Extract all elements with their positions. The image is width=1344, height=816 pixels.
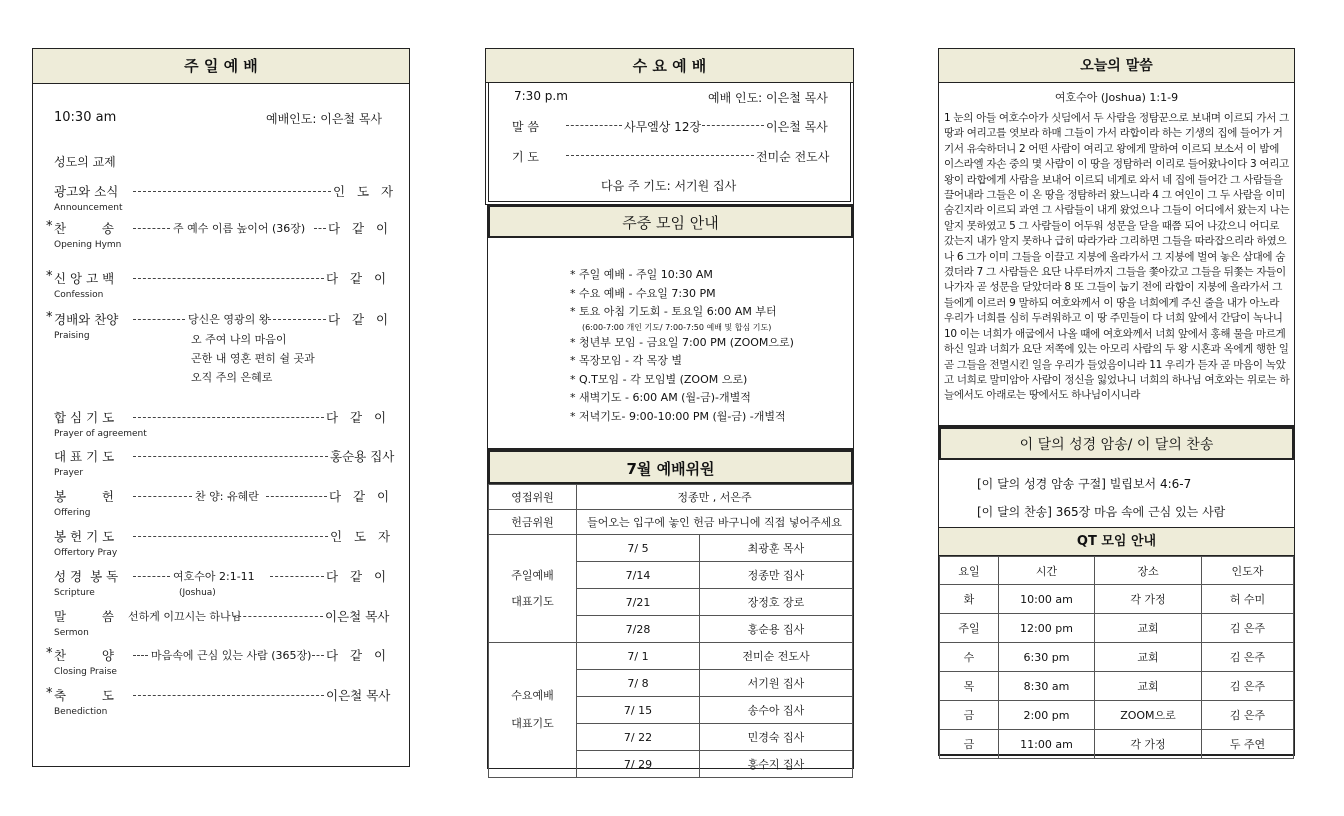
greeter-label: 영접위원 xyxy=(489,485,577,510)
order-item-leader: 홍순용 집사 xyxy=(330,449,395,464)
weekly-meetings-panel xyxy=(487,204,854,449)
order-item-label: 합 심 기 도 xyxy=(54,410,115,425)
servers-panel xyxy=(487,449,854,769)
qt-cell: 김 은주 xyxy=(1202,701,1294,730)
sunday-time: 10:30 am xyxy=(54,110,117,125)
sunday-leader: 예배인도: 이은철 목사 xyxy=(266,112,383,126)
praise-line: 오 주여 나의 마음이 xyxy=(191,333,287,346)
wednesday-service-panel xyxy=(485,48,854,205)
qt-header-time: 시간 xyxy=(999,557,1095,585)
order-item-label: 봉 헌 기 도 xyxy=(54,529,115,544)
qt-cell: 두 주연 xyxy=(1202,730,1294,759)
order-item-sub: Opening Hymn xyxy=(54,240,122,250)
wed-date: 7/ 29 xyxy=(577,751,700,778)
wed-date: 7/ 1 xyxy=(577,643,700,670)
order-item-leader: 다 같 이 xyxy=(326,271,387,286)
bullet-icon: * xyxy=(570,286,579,300)
qt-header-place: 장소 xyxy=(1095,557,1202,585)
order-item-detail: 찬 양: 유혜란 xyxy=(195,490,259,503)
order-item-label: 경배와 찬양 xyxy=(54,312,119,327)
praise-line: 오직 주의 은혜로 xyxy=(191,371,273,384)
sun-name: 최광훈 목사 xyxy=(700,535,853,562)
order-item-detail: 당신은 영광의 왕 xyxy=(188,313,270,326)
order-item-sub: Prayer of agreement xyxy=(54,429,147,439)
order-item-sub: Closing Praise xyxy=(54,667,117,677)
wed-name: 민경숙 집사 xyxy=(700,724,853,751)
order-item-leader: 인 도 자 xyxy=(330,529,391,544)
star-marker: * xyxy=(46,686,53,701)
qt-title: QT 모임 안내 xyxy=(939,528,1294,556)
weekly-meetings-title: 주중 모임 안내 xyxy=(488,205,853,238)
order-item-leader: 다 같 이 xyxy=(329,489,390,504)
sun-date: 7/21 xyxy=(577,589,700,616)
order-item-leader: 다 같 이 xyxy=(326,569,387,584)
qt-cell: 각 가정 xyxy=(1095,585,1202,614)
offering-label: 헌금위원 xyxy=(489,510,577,535)
meeting-item xyxy=(570,352,794,371)
qt-cell: 목 xyxy=(940,672,999,701)
bullet-icon: * xyxy=(570,335,579,349)
qt-cell: 6:30 pm xyxy=(999,643,1095,672)
qt-cell: 김 은주 xyxy=(1202,672,1294,701)
star-marker: * xyxy=(46,310,53,325)
meeting-item xyxy=(570,389,794,408)
memory-panel xyxy=(938,426,1295,528)
wed-name: 송수아 집사 xyxy=(700,697,853,724)
fellowship-heading: 성도의 교제 xyxy=(54,155,116,169)
scripture-sub-joshua: (Joshua) xyxy=(179,588,216,598)
qt-header-day: 요일 xyxy=(940,557,999,585)
qt-cell: 김 은주 xyxy=(1202,643,1294,672)
wed-word-label: 말 씀 xyxy=(512,120,539,134)
order-item-leader: 다 같 이 xyxy=(326,410,387,425)
wed-date: 7/ 15 xyxy=(577,697,700,724)
meeting-item xyxy=(570,266,794,285)
memory-title: 이 달의 성경 암송/ 이 달의 찬송 xyxy=(939,427,1294,460)
order-item-sub: Announcement xyxy=(54,203,123,213)
qt-cell: 수 xyxy=(940,643,999,672)
wed-prayer-label: 기 도 xyxy=(512,150,539,164)
sunday-prayer-label-2: 대표기도 xyxy=(511,594,554,608)
wed-time: 7:30 p.m xyxy=(514,89,568,103)
memory-verse: [이 달의 성경 암송 구절] 빌립보서 4:6-7 xyxy=(977,477,1192,491)
meetings-list xyxy=(570,266,794,426)
qt-cell: 화 xyxy=(940,585,999,614)
meeting-text: 목장모임 - 각 목장 별 xyxy=(579,354,682,367)
order-item-detail: 선하게 이끄시는 하나님 xyxy=(128,610,242,623)
order-item-label: 축 도 xyxy=(54,688,114,703)
table-row xyxy=(940,672,1294,701)
meeting-text: 주일 예배 - 주일 10:30 AM xyxy=(579,268,713,281)
servers-table xyxy=(488,484,853,778)
meeting-item xyxy=(570,371,794,390)
wed-name: 전미순 전도사 xyxy=(700,643,853,670)
memory-hymn: [이 달의 찬송] 365장 마음 속에 근심 있는 사람 xyxy=(977,505,1226,519)
order-item-label: 광고와 소식 xyxy=(54,184,119,199)
bullet-icon: * xyxy=(570,268,579,281)
sun-date: 7/28 xyxy=(577,616,700,643)
qt-cell: 주일 xyxy=(940,614,999,643)
order-item-sub: Confession xyxy=(54,290,104,300)
wed-name: 서기원 집사 xyxy=(700,670,853,697)
qt-cell: 교회 xyxy=(1095,643,1202,672)
wed-name: 홍수지 집사 xyxy=(700,751,853,778)
wed-prayer-label-1: 수요예배 xyxy=(511,689,554,702)
star-marker: * xyxy=(46,219,53,234)
order-item-detail: 주 예수 이름 높이어 (36장) xyxy=(173,222,306,235)
order-item-sub: Offering xyxy=(54,508,91,518)
sunday-service-title: 주 일 예 배 xyxy=(33,49,409,84)
wed-word-right: 이은철 목사 xyxy=(766,120,828,134)
table-row xyxy=(940,614,1294,643)
bullet-icon: * xyxy=(570,305,579,318)
servers-title: 7월 예배위원 xyxy=(488,450,853,484)
today-word-panel xyxy=(938,48,1295,426)
meeting-text: 수요 예배 - 수요일 7:30 PM xyxy=(579,286,716,300)
order-item-leader: 이은철 목사 xyxy=(326,688,391,703)
star-marker: * xyxy=(46,646,53,661)
wednesday-service-title: 수 요 예 배 xyxy=(486,49,853,83)
qt-cell: 10:00 am xyxy=(999,585,1095,614)
greeter-value: 정종만 , 서은주 xyxy=(577,485,853,510)
meeting-text: 저녁기도- 9:00-10:00 PM (월-금) -개별적 xyxy=(579,409,786,423)
meeting-note: (6:00-7:00 개인 기도/ 7:00-7:50 예배 및 합심 기도) xyxy=(582,322,772,332)
meeting-text: Q.T모임 - 각 모임별 (ZOOM 으로) xyxy=(579,372,748,386)
order-item-label: 말 씀 xyxy=(54,609,114,624)
qt-cell: 교회 xyxy=(1095,614,1202,643)
order-item-detail: 여호수아 2:1-11 xyxy=(173,570,255,583)
qt-cell: 8:30 am xyxy=(999,672,1095,701)
order-item-sub: Offertory Pray xyxy=(54,548,118,558)
wed-prayer-right: 전미순 전도사 xyxy=(756,150,830,164)
table-row xyxy=(940,730,1294,759)
qt-cell: 각 가정 xyxy=(1095,730,1202,759)
sunday-prayer-label-1: 주일예배 xyxy=(511,568,554,582)
sun-date: 7/ 5 xyxy=(577,535,700,562)
wed-date: 7/ 22 xyxy=(577,724,700,751)
wed-prayer-table-label xyxy=(489,643,577,778)
passage-text: 1 눈의 아들 여호수아가 싯딤에서 두 사람을 정탐꾼으로 보내며 이르되 가서 그 땅과 여리고를 엿보라 하매 그들이 가서 라합이라 하는 기생의 집에 들어가 거기서 유숙하더니 2 어떤 사람이 여리고 왕에게 말하여 이르되 보소서 이 밤에 이스라엘 자손 중의 몇 사람이 이 땅을 정탐하러 이리로 들어왔나이다 3 여리고 왕이 라합에게 사람을 보내어 이르되 네게로 와서 네 집에 들어간 그 사람들을 끌어내라 그들은 이 온 땅을 정탐하러 왔느니라 4 그 여인이 그 두 사람을 이미 숨긴지라 이르되 과연 그 사람들이 내게 왔었으나 그들이 어디에서 왔는지 나는 알지 못하였고 5 그 사람들이 어두워 성문을 닫을 때쯤 되어 나갔으니 어디로 갔는지 내가 알지 못하나 급히 따라가라 그리하면 그들을 따라잡으리라 하였으나 6 그가 이미 그들을 이끌고 지붕에 올라가서 그 지붕에 벌여 놓은 삼대에 숨겼더라 7 그 사람들은 요단 나루터까지 그들을 쫓아갔고 그들을 뒤쫓는 자들이 나가자 곧 성문을 닫았더라 8 또 그들이 눕기 전에 라합이 지붕에 올라가서 그들에게 이르러 9 말하되 여호와께서 이 땅을 너희에게 주신 줄을 내가 아노라 우리가 너희를 심히 두려워하고 이 땅 주민들이 다 너희 앞에서 간담이 녹나니 10 이는 너희가 애굽에서 나올 때에 여호와께서 너희 앞에서 홍해 물을 마르게 하신 일과 너희가 요단 저쪽에 있는 아모리 사람의 두 왕 시혼과 옥에게 행한 일 곧 그들을 전멸시킨 일을 우리가 들었음이니라 11 우리가 듣자 곧 마음이 녹았고 너희로 말미암아 사람이 정신을 잃었나니 너희의 하나님 여호와는 위로는 하늘에서도 아래로는 땅에서도 하나님이시니라 xyxy=(944,112,1290,402)
bullet-icon: * xyxy=(570,354,579,367)
order-item-detail: 마음속에 근심 있는 사람 (365장) xyxy=(151,649,312,662)
meeting-text: 새벽기도 - 6:00 AM (월-금)-개별적 xyxy=(579,391,751,404)
qt-cell: 교회 xyxy=(1095,672,1202,701)
order-item-leader: 이은철 목사 xyxy=(325,609,390,624)
qt-cell: 12:00 pm xyxy=(999,614,1095,643)
qt-cell: 2:00 pm xyxy=(999,701,1095,730)
order-item-label: 찬 송 xyxy=(54,221,114,236)
meeting-text: 토요 아침 기도회 - 토요일 6:00 AM 부터 xyxy=(579,305,777,318)
meeting-item xyxy=(570,334,794,353)
order-item-leader: 다 같 이 xyxy=(328,221,389,236)
qt-cell: 11:00 am xyxy=(999,730,1095,759)
wed-leader: 예배 인도: 이은철 목사 xyxy=(708,91,828,105)
order-item-sub: Benediction xyxy=(54,707,108,717)
qt-cell: 금 xyxy=(940,701,999,730)
order-item-label: 신 앙 고 백 xyxy=(54,271,115,286)
table-row xyxy=(940,585,1294,614)
sunday-service-panel xyxy=(32,48,410,767)
sun-name: 정종만 집사 xyxy=(700,562,853,589)
order-item-leader: 다 같 이 xyxy=(326,648,387,663)
qt-panel xyxy=(938,527,1295,756)
bullet-icon: * xyxy=(570,409,579,423)
qt-cell: 금 xyxy=(940,730,999,759)
wed-prayer-label-2: 대표기도 xyxy=(511,717,554,730)
bullet-icon: * xyxy=(570,391,579,404)
wed-date: 7/ 8 xyxy=(577,670,700,697)
table-row xyxy=(940,643,1294,672)
next-prayer: 다음 주 기도: 서기원 집사 xyxy=(601,179,737,193)
praise-line: 곤한 내 영혼 편히 쉴 곳과 xyxy=(191,352,315,365)
order-item-sub: Scripture xyxy=(54,588,95,598)
meeting-item xyxy=(570,285,794,304)
order-item-leader: 인 도 자 xyxy=(333,184,394,199)
order-item-label: 봉 헌 xyxy=(54,489,114,504)
meeting-text: 청년부 모임 - 금요일 7:00 PM (ZOOM으로) xyxy=(579,335,794,349)
sun-name: 장정호 장로 xyxy=(700,589,853,616)
wed-word-middle: 사무엘상 12장 xyxy=(624,120,702,134)
qt-cell: ZOOM으로 xyxy=(1095,701,1202,730)
sun-name: 홍순용 집사 xyxy=(700,616,853,643)
qt-header-leader: 인도자 xyxy=(1202,557,1294,585)
order-item-leader: 다 같 이 xyxy=(328,312,389,327)
today-word-title: 오늘의 말씀 xyxy=(939,49,1294,83)
order-item-label: 성 경 봉 독 xyxy=(54,569,119,584)
order-item-label: 대 표 기 도 xyxy=(54,449,115,464)
offering-value: 들어오는 입구에 놓인 헌금 바구니에 직접 넣어주세요 xyxy=(577,510,853,535)
meeting-item xyxy=(570,303,794,322)
star-marker: * xyxy=(46,269,53,284)
meeting-item xyxy=(570,408,794,427)
order-item-sub: Praising xyxy=(54,331,90,341)
order-item-label: 찬 양 xyxy=(54,648,114,663)
qt-cell: 허 수미 xyxy=(1202,585,1294,614)
qt-cell: 김 은주 xyxy=(1202,614,1294,643)
passage-reference: 여호수아 (Joshua) 1:1-9 xyxy=(1054,91,1179,104)
qt-table xyxy=(939,556,1294,759)
order-item-sub: Sermon xyxy=(54,628,89,638)
bullet-icon: * xyxy=(570,372,579,386)
sunday-prayer-label xyxy=(489,535,577,643)
sun-date: 7/14 xyxy=(577,562,700,589)
order-item-sub: Prayer xyxy=(54,468,84,478)
table-row xyxy=(940,701,1294,730)
